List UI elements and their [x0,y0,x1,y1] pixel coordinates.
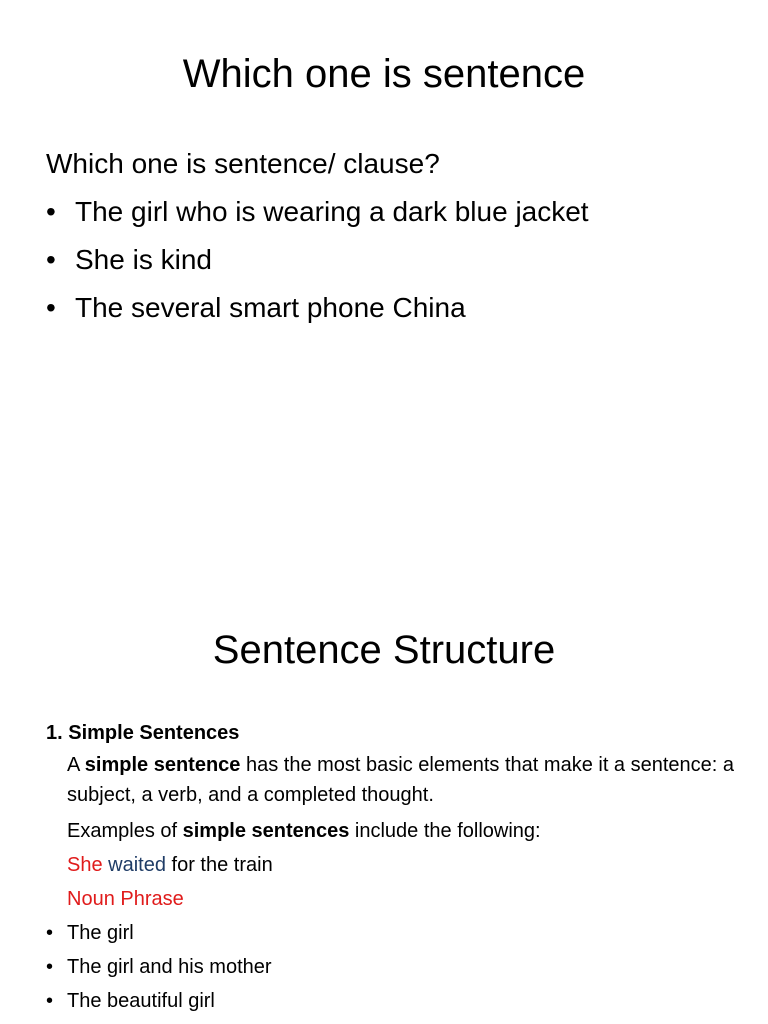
slide-1-body [46,140,736,332]
slide-1-bullet-list [46,188,736,332]
list-item: • The girl [46,916,736,950]
section-heading: 1. Simple Sentences [46,722,240,744]
list-item: • The beautiful girl [46,984,736,1018]
noun-phrase-label: Noun Phrase [67,888,184,910]
slide-2-title: Sentence Structure [212,628,556,672]
list-item: • She is kind [46,236,736,284]
noun-phrase-list [46,916,736,1018]
section-content [46,750,736,916]
example-rest: for the train [165,854,273,876]
example-sentence [67,848,736,882]
example-subject: She [67,854,103,876]
slide-1-title: Which one is sentence [182,52,586,96]
examples-intro-term: simple sentences [182,820,350,842]
definition-paragraph [67,750,736,814]
list-item: • The several smart phone China [46,284,736,332]
slide-2 [0,512,768,1024]
definition-term: simple sentence [84,754,241,776]
slide-2-body [46,716,736,1018]
examples-intro-prefix: Examples of [67,820,183,842]
definition-prefix: A [67,754,85,776]
examples-intro [67,814,736,848]
list-item: • The girl who is wearing a dark blue jacket [46,188,736,236]
slide-1-question: Which one is sentence/ clause? [46,148,440,179]
list-item: • The girl and his mother [46,950,736,984]
example-verb: waited [108,854,166,876]
definition-text: has the most basic elements that make it a sentence: a subject, a verb, and a completed thought. [67,754,735,806]
examples-intro-suffix: include the following: [349,820,541,842]
